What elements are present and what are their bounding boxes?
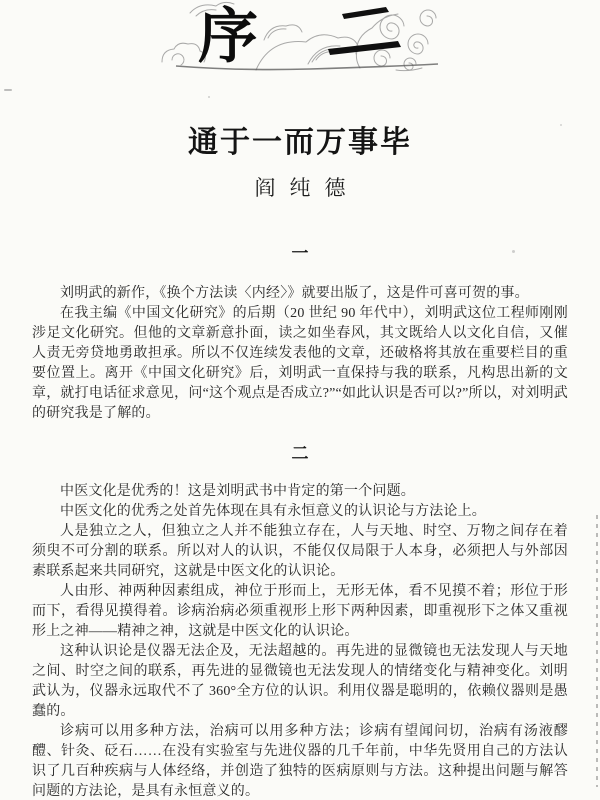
preface-char: 序	[198, 4, 258, 70]
section-two-text	[32, 482, 568, 800]
section-two-marker: 二	[291, 444, 309, 463]
paragraph: 中医文化是优秀的！这是刘明武书中肯定的第一个问题。	[60, 484, 415, 499]
article-title: 通于一而万事毕	[188, 126, 412, 159]
section-one	[0, 242, 600, 424]
banner-woodcut	[160, 0, 440, 72]
paragraph: 诊病可以用多种方法，治病可以用多种方法；诊病有望闻问切，治病有汤液醪醴、针灸、砭石……在没有实验室与先进仪器的几千年前，中华先贤用自己的方法认识了几百种疾病与人体经络，并创造了独特的医病原则与方法。这种提出问题与解答问题的方法论，是具有永恒意义的。	[32, 724, 568, 799]
scan-artifact	[560, 124, 562, 126]
scan-artifact	[4, 89, 12, 91]
preface-banner	[0, 0, 600, 72]
paragraph: 这种认识论是仪器无法企及，无法超越的。再先进的显微镜也无法发现人与天地之间、时空之间的联系，再先进的显微镜也无法发现人的情绪变化与精神变化。刘明武认为，仪器永远取代不了 360°全方位的认识。利用仪器是聪明的，依赖仪器则是愚蠢的。	[32, 644, 568, 719]
paragraph: 在我主编《中国文化研究》的后期（20 世纪 90 年代中），刘明武这位工程师刚刚涉足文化研究。但他的文章新意扑面，读之如坐春风，其文既给人以文化自信，又催人责无旁贷地勇敢担承。所以不仅连续发表他的文章，还破格将其放在重要栏目的重要位置上。离开《中国文化研究》后，刘明武一直保持与我的联系，凡构思出新的文章，就打电话征求意见，问“这个观点是否成立?”“如此认识是否可以?”所以，对刘明武的研究我是了解的。	[32, 306, 568, 421]
section-one-marker: 一	[291, 244, 309, 263]
scan-artifact	[512, 250, 515, 253]
section-two	[0, 442, 600, 800]
paragraph: 人由形、神两种因素组成，神位于形而上，无形无体，看不见摸不着；形位于形而下，看得见摸得着。诊病治病必须重视形上形下两种因素，即重视形下之体又重视形上之神——精神之神，这就是中医文化的认识论。	[32, 584, 568, 639]
paragraph: 中医文化的优秀之处首先体现在具有永恒意义的认识论与方法论上。	[60, 504, 486, 519]
paragraph: 刘明武的新作，《换个方法读〈内经〉》就要出版了，这是件可喜可贺的事。	[60, 286, 529, 301]
article-author: 阎纯德	[254, 176, 360, 200]
section-one-text	[32, 284, 568, 424]
scan-page-edge	[596, 515, 598, 787]
paragraph: 人是独立之人，但独立之人并不能独立存在，人与天地、时空、万物之间存在着须臾不可分割的联系。所以对人的认识，不能仅仅局限于人本身，必须把人与外部因素联系起来共同研究，这就是中医文化的认识论。	[32, 524, 568, 579]
scan-artifact	[208, 96, 210, 98]
